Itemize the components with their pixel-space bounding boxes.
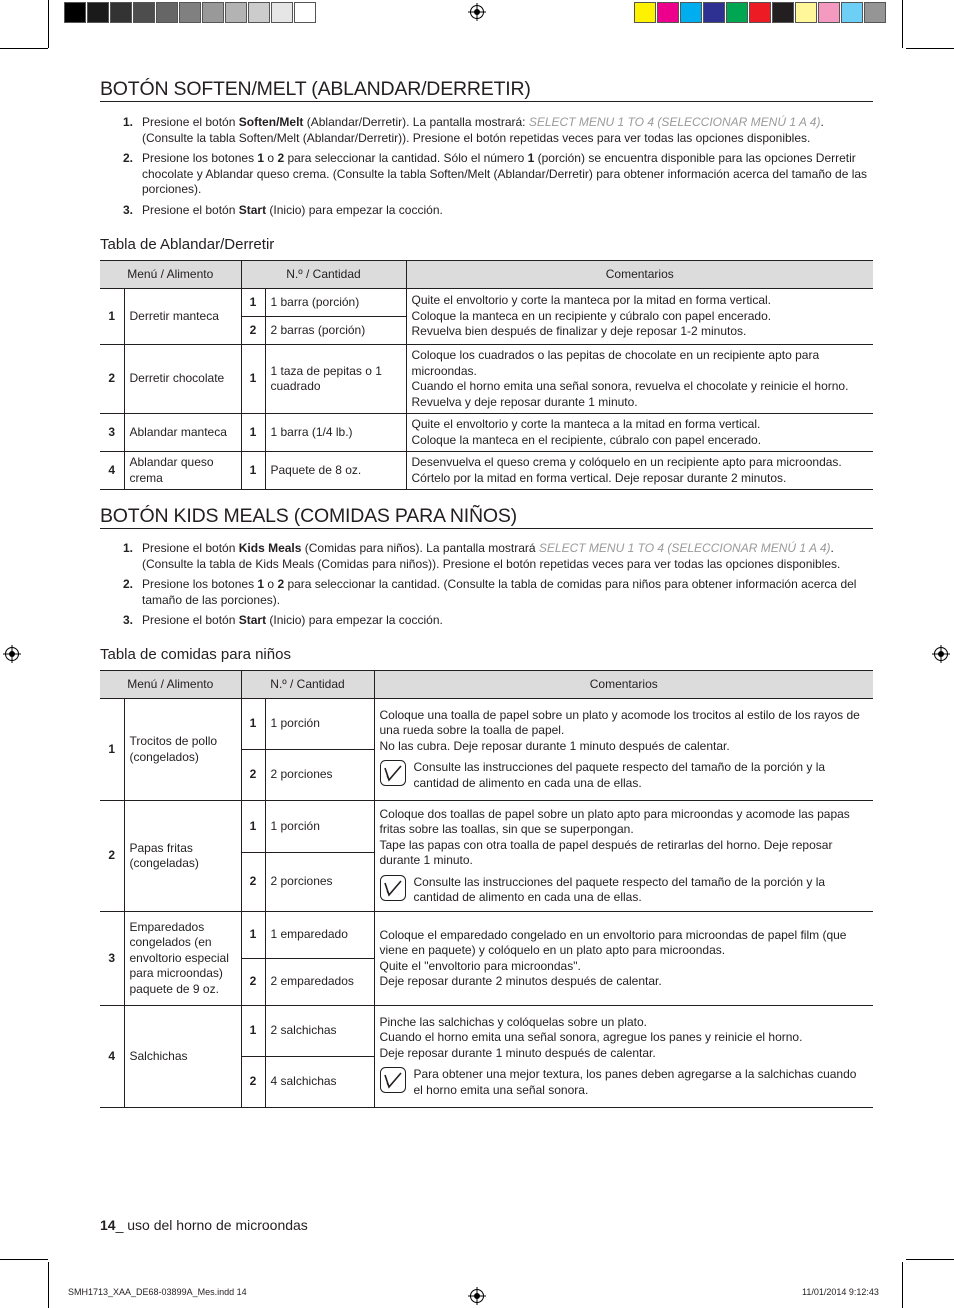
row-index: 3 <box>100 414 124 452</box>
quantity-number: 1 <box>241 699 265 750</box>
column-header: Menú / Alimento <box>100 671 241 699</box>
note-text: Consulte las instrucciones del paquete respecto del tamaño de la porción y la cantidad de alimento en cada una de ellas. <box>413 874 826 904</box>
footer-text: _ uso del horno de microondas <box>115 1217 308 1233</box>
note <box>380 760 869 791</box>
quantity-number: 1 <box>241 452 265 490</box>
quantity-number: 2 <box>241 853 265 912</box>
quantity-cell: 1 porción <box>265 801 374 853</box>
row-index: 3 <box>100 912 124 1006</box>
quantity-number: 1 <box>241 1006 265 1057</box>
color-swatch <box>64 2 86 23</box>
step-item: 3. Presione el botón Start (Inicio) para empezar la cocción. <box>123 613 443 627</box>
color-swatch <box>225 2 247 23</box>
comment-cell <box>374 699 873 801</box>
color-swatch <box>703 2 725 23</box>
food-cell: Emparedados congelados (en envoltorio especial para microondas) paquete de 9 oz. <box>124 912 241 1006</box>
quantity-cell: 2 salchichas <box>265 1006 374 1057</box>
column-header: Comentarios <box>374 671 873 699</box>
row-index: 2 <box>100 345 124 414</box>
crop-mark <box>902 1262 903 1308</box>
comment-cell: Coloque los cuadrados o las pepitas de chocolate en un recipiente apto para microondas. Cuando el horno emita una señal sonora, revuelva el chocolate y reinicie el horno. Revuelva y deje reposar durante 1 minuto. <box>406 345 873 414</box>
quantity-cell: 2 barras (porción) <box>265 317 406 345</box>
color-swatch <box>156 2 178 23</box>
section-rule <box>100 101 873 102</box>
quantity-cell: 1 taza de pepitas o 1 cuadrado <box>265 345 406 414</box>
table-row <box>100 289 873 317</box>
food-cell: Derretir chocolate <box>124 345 241 414</box>
table-row <box>100 345 873 414</box>
quantity-cell: 2 porciones <box>265 750 374 801</box>
kids-meals-table <box>100 670 873 1108</box>
quantity-cell: 2 porciones <box>265 853 374 912</box>
color-swatch <box>841 2 863 23</box>
color-swatch <box>749 2 771 23</box>
table-row <box>100 699 873 750</box>
table-row <box>100 414 873 452</box>
section-title-soften-melt: BOTÓN SOFTEN/MELT (ABLANDAR/DERRETIR) <box>100 78 531 100</box>
page-number: 14 <box>100 1217 116 1233</box>
step-item: 1. Presione el botón Soften/Melt (Ablandar/Derretir). La pantalla mostrará: SELECT MENU 1 TO 4 (SELECCIONAR MENÚ 1 A 4). (Consulte la tabla Soften/Melt (Ablandar/Derretir)). Presione el botón repetidas veces para ver todas las opciones disponibles. <box>123 115 824 145</box>
note <box>380 1067 869 1098</box>
step-item: 2. Presione los botones 1 o 2 para seleccionar la cantidad. Sólo el número 1 (porción) se encuentra disponible para las opciones Derretir chocolate y Ablandar queso crema. (Consulte la tabla Soften/Melt (Ablandar/Derretir) para obtener información acerca del tamaño de las porciones). <box>123 151 868 196</box>
comment-cell <box>374 1006 873 1108</box>
quantity-cell: 2 emparedados <box>265 959 374 1006</box>
food-cell: Trocitos de pollo (congelados) <box>124 699 241 801</box>
registration-mark-icon <box>3 645 21 663</box>
comment-text: Pinche las salchichas y colóquelas sobre un plato. Cuando el horno emita una señal sonora, agregue los panes y reinicie el horno. Deje reposar durante 1 minuto después de calentar. <box>379 1014 803 1060</box>
quantity-cell: 1 emparedado <box>265 912 374 959</box>
color-swatch <box>772 2 794 23</box>
quantity-cell: 1 barra (1/4 lb.) <box>265 414 406 452</box>
step-item: 1. Presione el botón Kids Meals (Comidas para niños). La pantalla mostrará SELECT MENU 1 TO 4 (SELECCIONAR MENÚ 1 A 4). (Consulte la tabla de Kids Meals (Comidas para niños)). Presione el botón repetidas veces para ver todas las opciones disponibles. <box>123 541 841 571</box>
comment-text: Coloque una toalla de papel sobre un plato y acomode los trocitos al estilo de los rayos de una rueda sobre la toalla de papel. No las cubra. Deje reposar durante 1 minuto después de calentar. <box>379 707 860 753</box>
page-footer <box>100 1217 308 1233</box>
color-swatch <box>87 2 109 23</box>
comment-text: Coloque dos toallas de papel sobre un plato apto para microondas y acomode las papas fritas sobre las toallas, sin que se superpongan. Tape las papas con otra toalla de papel después de retirarlas del horno. Deje reposar durante 1 minuto. <box>379 806 850 867</box>
comment-cell: Coloque el emparedado congelado en un envoltorio para microondas de papel film (que viene en paquete) y colóquelo en un plato apto para microondas. Quite el "envoltorio para microondas". Deje reposar durante 2 minutos después de calentar. <box>374 912 873 1006</box>
color-swatch <box>179 2 201 23</box>
slug-date: 11/01/2014 9:12:43 <box>802 1287 879 1297</box>
crop-mark <box>0 48 48 49</box>
quantity-number: 1 <box>241 414 265 452</box>
color-swatch <box>726 2 748 23</box>
color-swatch <box>133 2 155 23</box>
quantity-number: 2 <box>241 1057 265 1108</box>
table-row <box>100 801 873 853</box>
step-item: 3. Presione el botón Start (Inicio) para empezar la cocción. <box>123 202 443 217</box>
color-swatch <box>271 2 293 23</box>
table-header-row <box>100 261 873 289</box>
row-index: 4 <box>100 452 124 490</box>
table-title-kids-meals: Tabla de comidas para niños <box>100 646 291 663</box>
row-index: 1 <box>100 289 124 345</box>
crop-mark <box>906 48 954 49</box>
color-swatch <box>680 2 702 23</box>
color-swatch <box>202 2 224 23</box>
quantity-cell: 1 barra (porción) <box>265 289 406 317</box>
row-index: 2 <box>100 801 124 912</box>
color-swatch <box>657 2 679 23</box>
column-header: Menú / Alimento <box>100 261 241 289</box>
table-title-soften-melt: Tabla de Ablandar/Derretir <box>100 236 275 253</box>
note-pencil-icon <box>380 875 406 901</box>
quantity-number: 2 <box>241 959 265 1006</box>
table-row <box>100 452 873 490</box>
color-swatch <box>294 2 316 23</box>
note <box>380 875 869 906</box>
column-header: N.º / Cantidad <box>241 671 374 699</box>
note-text: Para obtener una mejor textura, los panes deben agregarse a la salchichas cuando el horno emita una señal sonora. <box>413 1067 857 1097</box>
quantity-number: 2 <box>241 317 265 345</box>
food-cell: Papas fritas (congeladas) <box>124 801 241 912</box>
color-swatch <box>795 2 817 23</box>
note-pencil-icon <box>380 760 406 786</box>
food-cell: Ablandar queso crema <box>124 452 241 490</box>
comment-cell: Desenvuelva el queso crema y colóquelo en un recipiente apto para microondas. Córtelo por la mitad en forma vertical. Deje reposar durante 2 minutos. <box>406 452 873 490</box>
note-pencil-icon <box>380 1067 406 1093</box>
registration-mark-icon <box>932 645 950 663</box>
table-header-row <box>100 671 873 699</box>
color-swatch <box>818 2 840 23</box>
crop-mark <box>0 1259 48 1260</box>
section-title-kids-meals: BOTÓN KIDS MEALS (COMIDAS PARA NIÑOS) <box>100 505 517 527</box>
quantity-cell: Paquete de 8 oz. <box>265 452 406 490</box>
color-swatch <box>864 2 886 23</box>
row-index: 1 <box>100 699 124 801</box>
crop-mark <box>902 0 903 48</box>
table-row <box>100 912 873 959</box>
table-row <box>100 1006 873 1057</box>
quantity-number: 1 <box>241 912 265 959</box>
comment-cell: Quite el envoltorio y corte la manteca a la mitad en forma vertical. Coloque la manteca en el recipiente, cúbralo con papel encerado. <box>406 414 873 452</box>
quantity-number: 1 <box>241 289 265 317</box>
column-header: N.º / Cantidad <box>241 261 406 289</box>
steps-soften-melt <box>100 115 875 223</box>
quantity-cell: 4 salchichas <box>265 1057 374 1108</box>
food-cell: Salchichas <box>124 1006 241 1108</box>
quantity-number: 2 <box>241 750 265 801</box>
quantity-number: 1 <box>241 801 265 853</box>
column-header: Comentarios <box>406 261 873 289</box>
comment-cell <box>374 801 873 912</box>
section-rule <box>100 528 873 529</box>
color-swatch <box>110 2 132 23</box>
slug-filename: SMH1713_XAA_DE68-03899A_Mes.indd 14 <box>68 1287 247 1297</box>
crop-mark <box>48 1262 49 1308</box>
note-text: Consulte las instrucciones del paquete respecto del tamaño de la porción y la cantidad de alimento en cada una de ellas. <box>413 760 826 790</box>
comment-cell: Quite el envoltorio y corte la manteca por la mitad en forma vertical. Coloque la manteca en un recipiente y cúbralo con papel encerado. Revuelva bien después de finalizar y deje reposar 1-2 minutos. <box>406 289 873 345</box>
quantity-cell: 1 porción <box>265 699 374 750</box>
step-item: 2. Presione los botones 1 o 2 para seleccionar la cantidad. (Consulte la tabla de comidas para niños para obtener información acerca del tamaño de las porciones). <box>123 577 857 607</box>
steps-kids-meals <box>100 541 875 634</box>
crop-mark <box>48 0 49 48</box>
soften-melt-table <box>100 260 873 490</box>
crop-mark <box>906 1259 954 1260</box>
food-cell: Derretir manteca <box>124 289 241 345</box>
registration-mark-icon <box>468 3 486 21</box>
food-cell: Ablandar manteca <box>124 414 241 452</box>
color-swatch <box>248 2 270 23</box>
registration-mark-icon <box>468 1287 486 1305</box>
quantity-number: 1 <box>241 345 265 414</box>
color-swatch <box>634 2 656 23</box>
row-index: 4 <box>100 1006 124 1108</box>
